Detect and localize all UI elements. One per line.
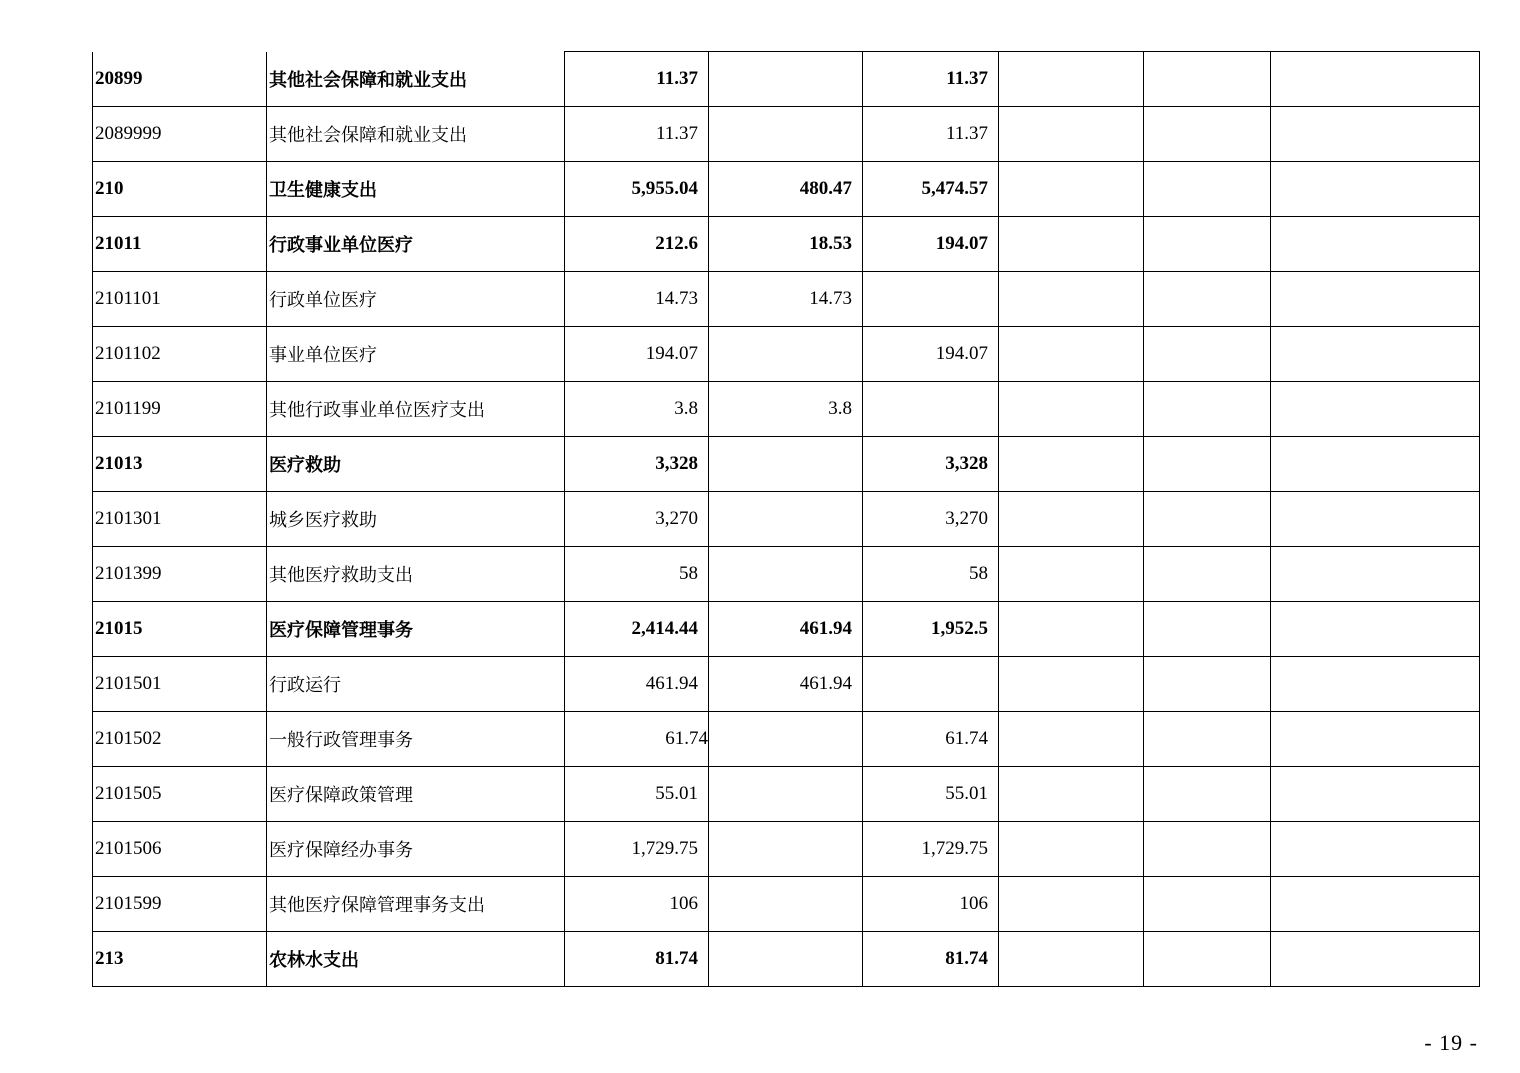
empty-cell xyxy=(1144,602,1271,657)
empty-cell xyxy=(999,217,1144,272)
basic-expenditure-cell: 14.73 xyxy=(709,272,863,327)
empty-cell xyxy=(1144,492,1271,547)
subject-code-cell: 2101502 xyxy=(93,712,267,767)
empty-cell xyxy=(1271,107,1480,162)
table-row xyxy=(93,327,1480,382)
subject-code-cell: 213 xyxy=(93,932,267,987)
project-expenditure-cell: 194.07 xyxy=(863,327,999,382)
empty-cell xyxy=(1144,437,1271,492)
empty-cell xyxy=(1144,382,1271,437)
empty-cell xyxy=(1144,52,1271,107)
empty-cell xyxy=(1144,712,1271,767)
empty-cell xyxy=(1271,162,1480,217)
empty-cell xyxy=(1271,932,1480,987)
basic-expenditure-cell: 461.94 xyxy=(709,657,863,712)
subject-name-cell: 事业单位医疗 xyxy=(267,327,565,382)
project-expenditure-cell: 3,328 xyxy=(863,437,999,492)
total-cell: 2,414.44 xyxy=(565,602,709,657)
empty-cell xyxy=(999,767,1144,822)
empty-cell xyxy=(1271,382,1480,437)
subject-code-cell: 2101199 xyxy=(93,382,267,437)
empty-cell xyxy=(1144,327,1271,382)
basic-expenditure-cell xyxy=(709,492,863,547)
total-cell: 3,270 xyxy=(565,492,709,547)
basic-expenditure-cell xyxy=(709,767,863,822)
subject-code-cell: 2101102 xyxy=(93,327,267,382)
basic-expenditure-cell: 3.8 xyxy=(709,382,863,437)
basic-expenditure-cell xyxy=(709,712,863,767)
project-expenditure-cell: 5,474.57 xyxy=(863,162,999,217)
table-row xyxy=(93,877,1480,932)
empty-cell xyxy=(1271,657,1480,712)
table-row xyxy=(93,162,1480,217)
empty-cell xyxy=(999,602,1144,657)
table-row xyxy=(93,657,1480,712)
basic-expenditure-cell: 461.94 xyxy=(709,602,863,657)
subject-name-cell: 其他医疗救助支出 xyxy=(267,547,565,602)
project-expenditure-cell: 194.07 xyxy=(863,217,999,272)
total-cell: 11.37 xyxy=(565,107,709,162)
empty-cell xyxy=(1144,162,1271,217)
empty-cell xyxy=(1271,272,1480,327)
basic-expenditure-cell: 18.53 xyxy=(709,217,863,272)
total-cell: 55.01 xyxy=(565,767,709,822)
subject-code-cell: 2101599 xyxy=(93,877,267,932)
subject-code-cell: 21013 xyxy=(93,437,267,492)
subject-name-cell: 其他医疗保障管理事务支出 xyxy=(267,877,565,932)
basic-expenditure-cell xyxy=(709,52,863,107)
subject-name-cell: 行政事业单位医疗 xyxy=(267,217,565,272)
project-expenditure-cell: 1,952.5 xyxy=(863,602,999,657)
total-cell: 11.37 xyxy=(565,52,709,107)
project-expenditure-cell: 3,270 xyxy=(863,492,999,547)
subject-code-cell: 2101501 xyxy=(93,657,267,712)
empty-cell xyxy=(999,877,1144,932)
subject-name-cell: 其他社会保障和就业支出 xyxy=(267,107,565,162)
subject-name-cell: 一般行政管理事务 xyxy=(267,712,565,767)
budget-table xyxy=(92,51,1480,987)
empty-cell xyxy=(999,822,1144,877)
table-row xyxy=(93,107,1480,162)
subject-code-cell: 2101399 xyxy=(93,547,267,602)
empty-cell xyxy=(999,437,1144,492)
project-expenditure-cell: 11.37 xyxy=(863,52,999,107)
subject-name-cell: 医疗保障管理事务 xyxy=(267,602,565,657)
table-row xyxy=(93,932,1480,987)
empty-cell xyxy=(999,382,1144,437)
project-expenditure-cell: 106 xyxy=(863,877,999,932)
subject-code-cell: 2101301 xyxy=(93,492,267,547)
subject-name-cell: 其他行政事业单位医疗支出 xyxy=(267,382,565,437)
subject-code-cell: 20899 xyxy=(93,52,267,107)
empty-cell xyxy=(999,52,1144,107)
subject-name-cell: 城乡医疗救助 xyxy=(267,492,565,547)
total-cell: 194.07 xyxy=(565,327,709,382)
empty-cell xyxy=(999,492,1144,547)
basic-expenditure-cell xyxy=(709,437,863,492)
empty-cell xyxy=(1144,767,1271,822)
total-cell: 3,328 xyxy=(565,437,709,492)
empty-cell xyxy=(1144,272,1271,327)
empty-cell xyxy=(1271,602,1480,657)
subject-name-cell: 医疗保障经办事务 xyxy=(267,822,565,877)
basic-expenditure-cell xyxy=(709,822,863,877)
total-cell: 5,955.04 xyxy=(565,162,709,217)
basic-expenditure-cell xyxy=(709,877,863,932)
table-row xyxy=(93,712,1480,767)
total-cell: 58 xyxy=(565,547,709,602)
empty-cell xyxy=(1144,107,1271,162)
total-cell: 3.8 xyxy=(565,382,709,437)
project-expenditure-cell: 58 xyxy=(863,547,999,602)
subject-code-cell: 2089999 xyxy=(93,107,267,162)
empty-cell xyxy=(1271,547,1480,602)
empty-cell xyxy=(999,327,1144,382)
empty-cell xyxy=(1271,437,1480,492)
empty-cell xyxy=(999,162,1144,217)
project-expenditure-cell: 1,729.75 xyxy=(863,822,999,877)
total-cell: 1,729.75 xyxy=(565,822,709,877)
basic-expenditure-cell: 480.47 xyxy=(709,162,863,217)
subject-code-cell: 21011 xyxy=(93,217,267,272)
table-row xyxy=(93,437,1480,492)
table-row xyxy=(93,492,1480,547)
empty-cell xyxy=(1271,877,1480,932)
table-row xyxy=(93,602,1480,657)
subject-code-cell: 2101506 xyxy=(93,822,267,877)
empty-cell xyxy=(999,547,1144,602)
empty-cell xyxy=(1144,877,1271,932)
empty-cell xyxy=(1271,217,1480,272)
table-row xyxy=(93,822,1480,877)
total-cell: 14.73 xyxy=(565,272,709,327)
project-expenditure-cell: 55.01 xyxy=(863,767,999,822)
subject-name-cell: 卫生健康支出 xyxy=(267,162,565,217)
subject-name-cell: 医疗保障政策管理 xyxy=(267,767,565,822)
empty-cell xyxy=(1271,767,1480,822)
project-expenditure-cell: 61.74 xyxy=(863,712,999,767)
subject-code-cell: 2101101 xyxy=(93,272,267,327)
empty-cell xyxy=(999,272,1144,327)
empty-cell xyxy=(1144,932,1271,987)
table-row xyxy=(93,547,1480,602)
empty-cell xyxy=(1271,712,1480,767)
basic-expenditure-cell xyxy=(709,932,863,987)
subject-code-cell: 210 xyxy=(93,162,267,217)
empty-cell xyxy=(1271,52,1480,107)
empty-cell xyxy=(1144,217,1271,272)
empty-cell xyxy=(999,107,1144,162)
subject-name-cell: 医疗救助 xyxy=(267,437,565,492)
project-expenditure-cell: 81.74 xyxy=(863,932,999,987)
total-cell: 61.74 xyxy=(565,712,709,767)
empty-cell xyxy=(999,932,1144,987)
basic-expenditure-cell xyxy=(709,327,863,382)
total-cell: 106 xyxy=(565,877,709,932)
total-cell: 461.94 xyxy=(565,657,709,712)
table-row xyxy=(93,272,1480,327)
empty-cell xyxy=(999,712,1144,767)
table-row xyxy=(93,382,1480,437)
page-number: - 19 - xyxy=(1424,1030,1478,1055)
empty-cell xyxy=(1271,492,1480,547)
empty-cell xyxy=(1271,822,1480,877)
total-cell: 212.6 xyxy=(565,217,709,272)
table-body xyxy=(93,52,1480,987)
table-row xyxy=(93,52,1480,107)
basic-expenditure-cell xyxy=(709,107,863,162)
subject-code-cell: 21015 xyxy=(93,602,267,657)
table-row xyxy=(93,217,1480,272)
project-expenditure-cell: 11.37 xyxy=(863,107,999,162)
subject-name-cell: 行政运行 xyxy=(267,657,565,712)
project-expenditure-cell xyxy=(863,382,999,437)
table-row xyxy=(93,767,1480,822)
empty-cell xyxy=(1144,822,1271,877)
project-expenditure-cell xyxy=(863,657,999,712)
total-cell: 81.74 xyxy=(565,932,709,987)
basic-expenditure-cell xyxy=(709,547,863,602)
empty-cell xyxy=(999,657,1144,712)
subject-name-cell: 其他社会保障和就业支出 xyxy=(267,52,565,107)
subject-code-cell: 2101505 xyxy=(93,767,267,822)
subject-name-cell: 行政单位医疗 xyxy=(267,272,565,327)
empty-cell xyxy=(1144,547,1271,602)
subject-name-cell: 农林水支出 xyxy=(267,932,565,987)
project-expenditure-cell xyxy=(863,272,999,327)
empty-cell xyxy=(1271,327,1480,382)
empty-cell xyxy=(1144,657,1271,712)
